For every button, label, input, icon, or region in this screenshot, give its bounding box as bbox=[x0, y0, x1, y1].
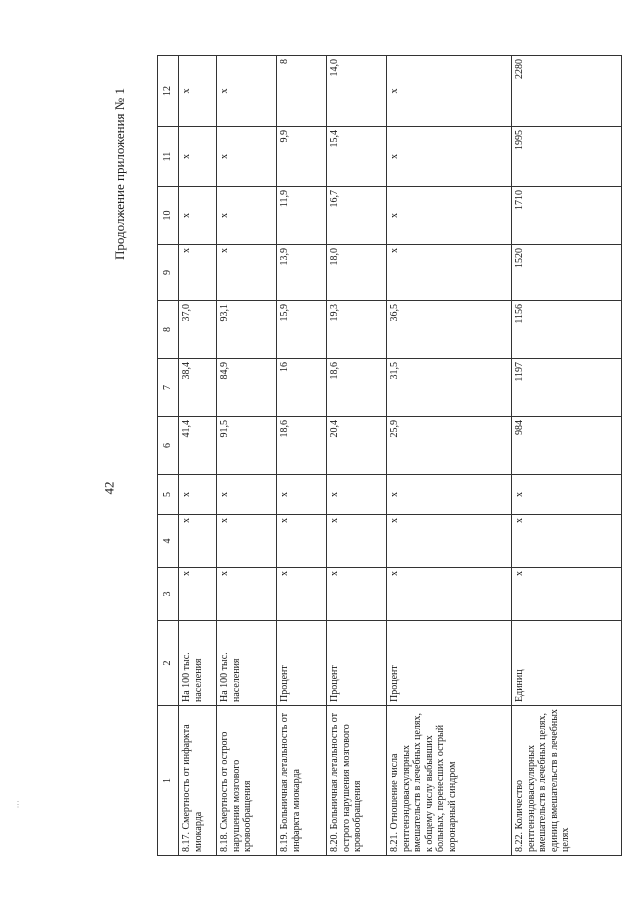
column-header: 1 bbox=[158, 706, 179, 856]
value-cell: х bbox=[387, 56, 512, 127]
value-cell: х bbox=[179, 187, 217, 245]
unit-cell: На 100 тыс. населения bbox=[179, 621, 217, 706]
column-header: 4 bbox=[158, 515, 179, 568]
unit-cell: Процент bbox=[277, 621, 327, 706]
value-cell: х bbox=[179, 568, 217, 621]
value-cell: 18,0 bbox=[327, 245, 387, 301]
value-cell: 93,1 bbox=[217, 301, 277, 359]
page-number: 42 bbox=[101, 481, 117, 495]
value-cell: х bbox=[512, 515, 622, 568]
indicator-name: 8.22. Количество рентгенэндоваскулярных вмешательств в лечебных целях, единиц вмешательств в лечебных целях bbox=[512, 706, 622, 856]
indicator-table bbox=[157, 55, 622, 856]
value-cell: 984 bbox=[512, 417, 622, 475]
value-cell: х bbox=[327, 568, 387, 621]
value-cell: х bbox=[217, 515, 277, 568]
column-header: 9 bbox=[158, 245, 179, 301]
indicator-name: 8.21. Отношение числа рентгенэндоваскулярных вмешательств в лечебных целях, к общему числу выбывших больных, перенесших острый коронарный синдром bbox=[387, 706, 512, 856]
margin-mark: ⋮ bbox=[14, 800, 22, 809]
value-cell: х bbox=[179, 475, 217, 515]
value-cell: х bbox=[512, 475, 622, 515]
value-cell: 25,9 bbox=[387, 417, 512, 475]
value-cell: х bbox=[217, 187, 277, 245]
column-header: 10 bbox=[158, 187, 179, 245]
column-header: 2 bbox=[158, 621, 179, 706]
value-cell: 38,4 bbox=[179, 359, 217, 417]
column-header: 6 bbox=[158, 417, 179, 475]
value-cell: х bbox=[327, 475, 387, 515]
unit-cell: На 100 тыс. населения bbox=[217, 621, 277, 706]
value-cell: х bbox=[179, 245, 217, 301]
value-cell: 1156 bbox=[512, 301, 622, 359]
value-cell: 18,6 bbox=[327, 359, 387, 417]
value-cell: 11,9 bbox=[277, 187, 327, 245]
appendix-title: Продолжение приложения № 1 bbox=[112, 88, 127, 260]
indicator-name: 8.17. Смертность от инфаркта миокарда bbox=[179, 706, 217, 856]
value-cell: х bbox=[179, 515, 217, 568]
column-header: 7 bbox=[158, 359, 179, 417]
table-row bbox=[217, 56, 277, 856]
indicator-name: 8.20. Больничная летальность от острого нарушения мозгового кровообращения bbox=[327, 706, 387, 856]
value-cell: х bbox=[217, 127, 277, 187]
value-cell: 91,5 bbox=[217, 417, 277, 475]
indicator-name: 8.19. Больничная летальность от инфаркта миокарда bbox=[277, 706, 327, 856]
value-cell: 16 bbox=[277, 359, 327, 417]
value-cell: 1520 bbox=[512, 245, 622, 301]
value-cell: х bbox=[217, 568, 277, 621]
rotated-table-container bbox=[157, 56, 618, 856]
value-cell: 19,3 bbox=[327, 301, 387, 359]
header-row bbox=[158, 56, 179, 856]
indicator-name: 8.18. Смертность от острого нарушения мозгового кровообращения bbox=[217, 706, 277, 856]
table-row bbox=[387, 56, 512, 856]
value-cell: х bbox=[387, 127, 512, 187]
unit-cell: Процент bbox=[327, 621, 387, 706]
value-cell: х bbox=[387, 568, 512, 621]
value-cell: 16,7 bbox=[327, 187, 387, 245]
column-header: 11 bbox=[158, 127, 179, 187]
column-header: 3 bbox=[158, 568, 179, 621]
value-cell: 31,5 bbox=[387, 359, 512, 417]
column-header: 12 bbox=[158, 56, 179, 127]
value-cell: х bbox=[512, 568, 622, 621]
value-cell: 13,9 bbox=[277, 245, 327, 301]
value-cell: х bbox=[217, 475, 277, 515]
value-cell: 2280 bbox=[512, 56, 622, 127]
table-row bbox=[179, 56, 217, 856]
value-cell: 15,4 bbox=[327, 127, 387, 187]
value-cell: х bbox=[387, 245, 512, 301]
value-cell: х bbox=[277, 515, 327, 568]
table-row bbox=[277, 56, 327, 856]
value-cell: 41,4 bbox=[179, 417, 217, 475]
column-header: 8 bbox=[158, 301, 179, 359]
value-cell: х bbox=[387, 475, 512, 515]
table-row bbox=[327, 56, 387, 856]
value-cell: 1995 bbox=[512, 127, 622, 187]
value-cell: 14,0 bbox=[327, 56, 387, 127]
value-cell: х bbox=[327, 515, 387, 568]
value-cell: 20,4 bbox=[327, 417, 387, 475]
unit-cell: Процент bbox=[387, 621, 512, 706]
value-cell: х bbox=[387, 515, 512, 568]
value-cell: х bbox=[179, 127, 217, 187]
column-header: 5 bbox=[158, 475, 179, 515]
table-row bbox=[512, 56, 622, 856]
value-cell: 9,9 bbox=[277, 127, 327, 187]
value-cell: х bbox=[387, 187, 512, 245]
value-cell: х bbox=[277, 475, 327, 515]
value-cell: 15,9 bbox=[277, 301, 327, 359]
value-cell: х bbox=[179, 56, 217, 127]
value-cell: 36,5 bbox=[387, 301, 512, 359]
unit-cell: Единиц bbox=[512, 621, 622, 706]
value-cell: х bbox=[217, 245, 277, 301]
value-cell: х bbox=[217, 56, 277, 127]
value-cell: 8 bbox=[277, 56, 327, 127]
value-cell: х bbox=[277, 568, 327, 621]
value-cell: 37,0 bbox=[179, 301, 217, 359]
value-cell: 1197 bbox=[512, 359, 622, 417]
value-cell: 18,6 bbox=[277, 417, 327, 475]
value-cell: 84,9 bbox=[217, 359, 277, 417]
value-cell: 1710 bbox=[512, 187, 622, 245]
